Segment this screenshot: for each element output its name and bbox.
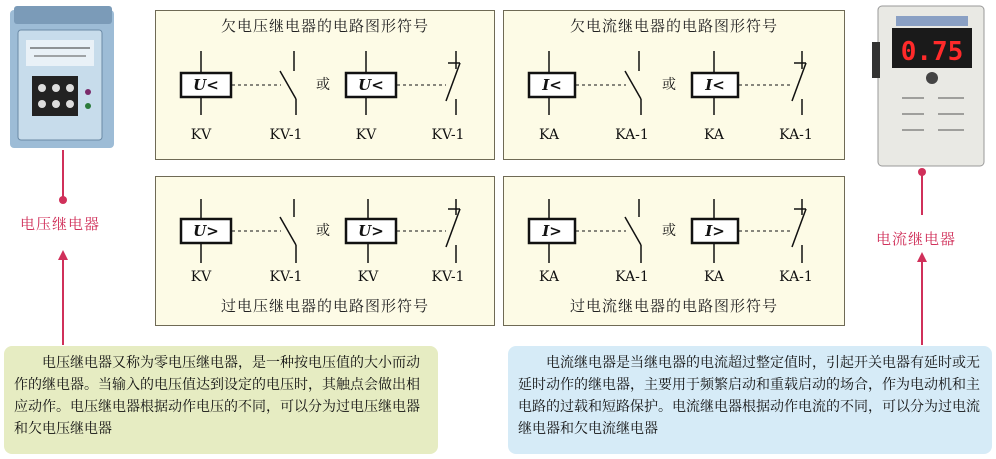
current-relay-image: [872, 2, 992, 170]
label-ka: KA: [538, 269, 560, 285]
label-kv1: KV-1: [431, 269, 465, 285]
coil-symbol: I<: [705, 76, 725, 94]
label-ka1: KA-1: [779, 127, 813, 143]
panel-under-current: [503, 10, 845, 160]
coil-symbol: I>: [542, 222, 562, 240]
current-relay-description: 电流继电器是当继电器的电流超过整定值时，引起开关电器有延时或无延时动作的继电器，主要用于频繁启动和重载启动的场合，作为电动机和主电路的过载和短路保护。电流继电器根据动作电流的不同，可以分为过电流继电器和欠电流继电器: [508, 346, 992, 454]
coil-symbol: I>: [705, 222, 725, 240]
panel-over-current: [503, 176, 845, 326]
or-text: 或: [662, 223, 676, 239]
label-ka: KA: [703, 269, 725, 285]
label-ka1: KA-1: [615, 269, 649, 285]
label-ka: KA: [538, 127, 560, 143]
coil-symbol: I<: [542, 76, 562, 94]
label-kv1: KV-1: [431, 127, 465, 143]
panel-title: 过电流继电器的电路图形符号: [569, 297, 778, 315]
coil-symbol: U>: [358, 222, 384, 240]
label-ka: KA: [703, 127, 725, 143]
label-kv1: KV-1: [269, 269, 303, 285]
panel-over-voltage: [155, 176, 495, 326]
panel-title: 欠电压继电器的电路图形符号: [220, 17, 429, 35]
or-text: 或: [316, 223, 330, 239]
label-kv: KV: [190, 127, 212, 143]
label-ka1: KA-1: [615, 127, 649, 143]
current-display-readout: 0.75: [900, 37, 964, 67]
label-kv1: KV-1: [269, 127, 303, 143]
or-text: 或: [662, 77, 676, 93]
panel-title: 过电压继电器的电路图形符号: [220, 297, 429, 315]
coil-symbol: U<: [358, 76, 384, 94]
panel-title: 欠电流继电器的电路图形符号: [569, 17, 778, 35]
coil-symbol: U<: [193, 76, 219, 94]
panel-under-voltage: [155, 10, 495, 160]
coil-symbol: U>: [193, 222, 219, 240]
voltage-relay-description: 电压继电器又称为零电压继电器，是一种按电压值的大小而动作的继电器。当输入的电压值达到设定的电压时，其触点会做出相应动作。电压继电器根据动作电压的不同，可以分为过电压继电器和欠电压继电器: [4, 346, 438, 454]
label-kv: KV: [357, 269, 379, 285]
voltage-relay-label: 电压继电器: [20, 215, 101, 233]
label-ka1: KA-1: [779, 269, 813, 285]
label-kv: KV: [190, 269, 212, 285]
or-text: 或: [316, 77, 330, 93]
label-kv: KV: [355, 127, 377, 143]
current-relay-label: 电流继电器: [876, 230, 957, 248]
